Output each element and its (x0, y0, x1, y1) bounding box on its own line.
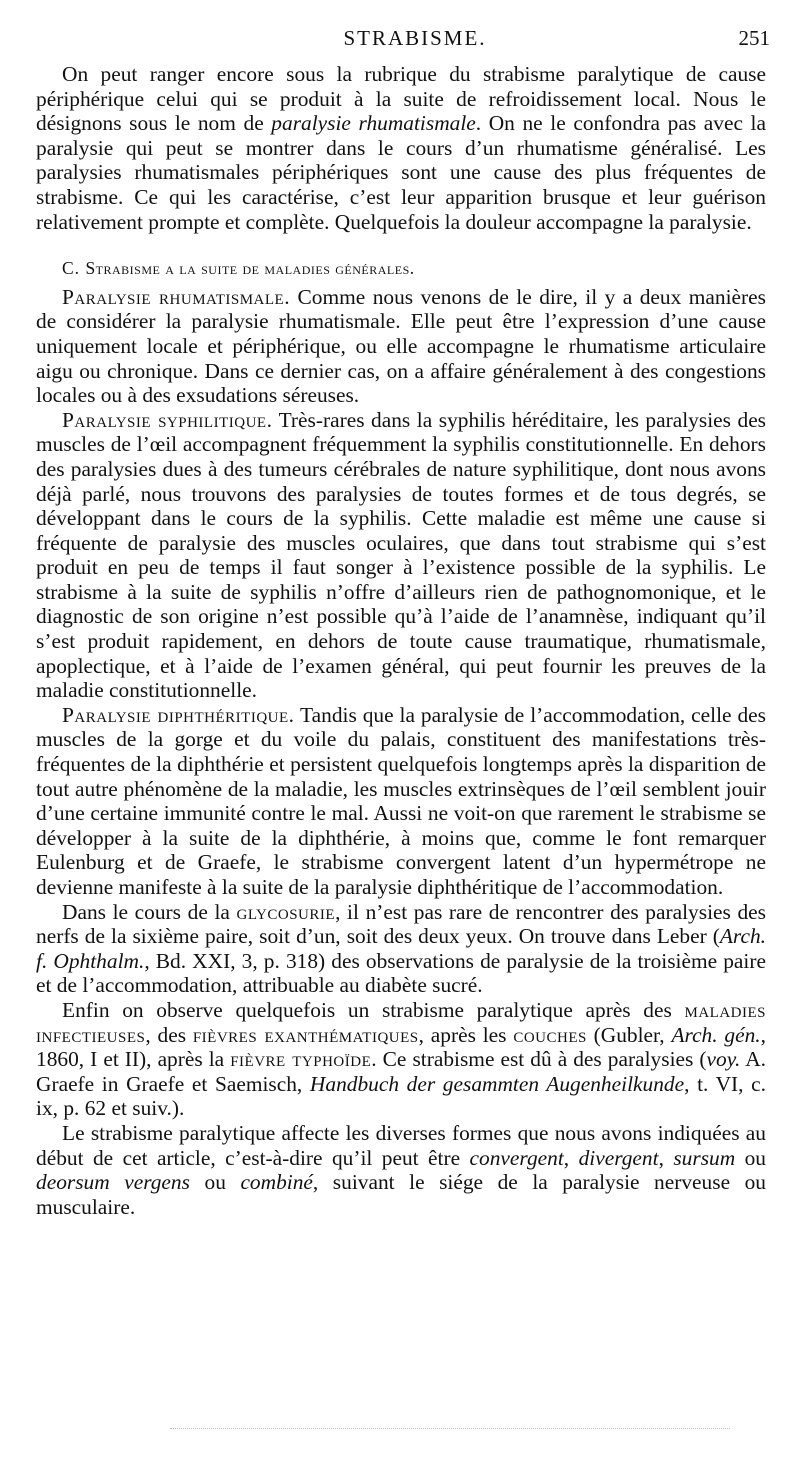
paragraph-lead: Paralysie diphthéritique. (62, 702, 295, 727)
text-run: . On ne le confondra pas avec la paralysie qui peut se montrer dans le cours d’un rhumatisme généralisé. Les paralysies rhumatismales périphériques sont une cause des plus fréquentes de strabisme. Ce qui les caractérise, c’est leur apparition brusque et leur guérison relativement prompte et complète. Quelquefois la douleur accompagne la paralysie. (36, 111, 766, 234)
text-run: , (658, 1145, 674, 1170)
paragraph-paralysie-diphtheritique (36, 703, 766, 900)
running-header (60, 26, 770, 56)
paragraph-glycosurie (36, 900, 766, 998)
text-run: , des (145, 1022, 193, 1047)
text-run: ou (189, 1170, 241, 1195)
paragraph-paralysie-syphilitique (36, 408, 766, 703)
text-run: Le strabisme paralytique affecte les diverses formes que nous avons indiquées au début de cet article, c’est-à-dire qu’il peut être (36, 1120, 766, 1170)
section-letter: C. (62, 258, 81, 279)
text-run: ou (735, 1145, 766, 1170)
text-run: Très-rares dans la syphilis héréditaire, les paralysies des muscles de l’œil accompagnent fréquemment la syphilis constitutionnelle. En dehors des paralysies dues à des tumeurs cérébrales de nature syphilitique, dont nous avons déjà parlé, nous trouvons des paralysies de toutes formes et de tous degrés, se développant dans le cours de la syphilis. Cette maladie est même une cause si fréquente de paralysie des muscles oculaires, que dans tout strabisme qui s’est produit en peu de temps il faut songer à l’existence possible de la syphilis. Le strabisme à la suite de syphilis n’offre d’ailleurs rien de pathognomonique, et le diagnostic de son origine n’est possible qu’à l’aide de l’anamnèse, indiquant qu’il s’est produit rapidement, en dehors de toute cause traumatique, rhumatismale, apoplectique, et à l’aide de l’examen général, qui peut fournir les preuves de la maladie constitutionnelle. (36, 407, 767, 703)
text-run: , il n’est pas rare de rencontrer des paralysies des nerfs de la sixième paire, soit d’un, soit des deux yeux. On trouve dans Leber ( (36, 899, 766, 949)
small-caps-term: glycosurie (236, 899, 336, 924)
paragraph-paralysie-rhumatismale (36, 285, 766, 408)
italic-term: combiné (240, 1170, 313, 1195)
small-caps-term: fièvres exanthématiques (192, 1022, 419, 1047)
italic-term: divergent (578, 1145, 659, 1170)
paragraph-rheumatic-peripheral (36, 62, 766, 234)
text-run: , suivant le siége de la paralysie nerveuse ou musculaire. (36, 1170, 766, 1219)
text-run: , Bd. XXI, 3, p. 318) des observations de paralysie de la troisième paire et de l’accommodation, attribuable au diabète sucré. (36, 948, 766, 998)
italic-citation: Arch. gén. (671, 1022, 761, 1047)
small-caps-term: couches (513, 1022, 587, 1047)
paragraph-lead: Paralysie syphilitique. (62, 407, 273, 432)
text-run: , (563, 1145, 579, 1170)
paragraph-formes (36, 1121, 766, 1219)
text-run: Dans le cours de la (62, 899, 237, 924)
paragraph-maladies-infectieuses (36, 998, 766, 1121)
small-caps-term: fièvre typhoïde (230, 1047, 372, 1072)
text-run: , 1860, I et II), après la (36, 1022, 767, 1072)
italic-term: deorsum vergens (36, 1170, 190, 1195)
text-run: Comme nous venons de le dire, il y a deux manières de considérer la paralysie rhumatismale. Elle peut être l’expression d’une cause uniquement locale et périphérique, ou elle accompagne le rhumatisme articulaire aigu ou chronique. Dans ce dernier cas, on a affaire généralement à des congestions locales ou à des exsudations séreuses. (36, 284, 766, 408)
text-run: Tandis que la paralysie de l’accommodation, celle des muscles de la gorge et du voile du palais, constituent des manifestations très-fréquentes de la diphthérie et persistent quelquefois longtemps après la disparition de tout autre phénomène de la maladie, les muscles extrinsèques de l’œil semblent jouir d’une certaine immunité contre le mal. Aussi ne voit-on que rarement le strabisme se développer à la suite de la diphthérie, à moins que, comme le font remarquer Eulenburg et de Graefe, le strabisme convergent latent d’un hypermétrope ne devienne manifeste à la suite de la paralysie diphthéritique de l’accommodation. (36, 702, 766, 899)
italic-citation: Arch. f. Ophthalm. (36, 924, 766, 973)
italic-term: paralysie rhumatismale (271, 111, 476, 136)
small-caps-term: maladies infectieuses (36, 997, 766, 1047)
section-heading (36, 256, 766, 281)
page-number: 251 (738, 26, 770, 50)
text-run: , t. VI, c. ix, p. 62 et suiv.). (36, 1071, 766, 1121)
text-run: On peut ranger encore sous la rubrique du strabisme paralytique de cause périphérique celui qui se produit à la suite de refroidissement local. Nous le désignons sous le nom de (36, 62, 766, 136)
section-heading-text: Strabisme a la suite de maladies générales. (85, 258, 415, 279)
running-title: STRABISME. (343, 26, 487, 50)
paragraph-lead: Paralysie rhumatismale. (62, 284, 291, 309)
italic-term: sursum (673, 1145, 736, 1170)
text-run: (Gubler, (586, 1022, 672, 1047)
italic-term: voy. (706, 1047, 741, 1072)
text-run: A. Graefe in Graefe et Saemisch, (36, 1047, 767, 1096)
page-body (36, 62, 766, 1219)
italic-citation: Handbuch der gesammten Augenheilkunde (309, 1071, 685, 1096)
text-run: , après les (418, 1022, 514, 1047)
text-run: Enfin on observe quelquefois un strabisme paralytique après des (62, 997, 685, 1022)
text-run: . Ce strabisme est dû à des paralysies ( (371, 1047, 707, 1072)
bleed-through-rule (170, 1428, 730, 1429)
italic-term: convergent (469, 1145, 564, 1170)
